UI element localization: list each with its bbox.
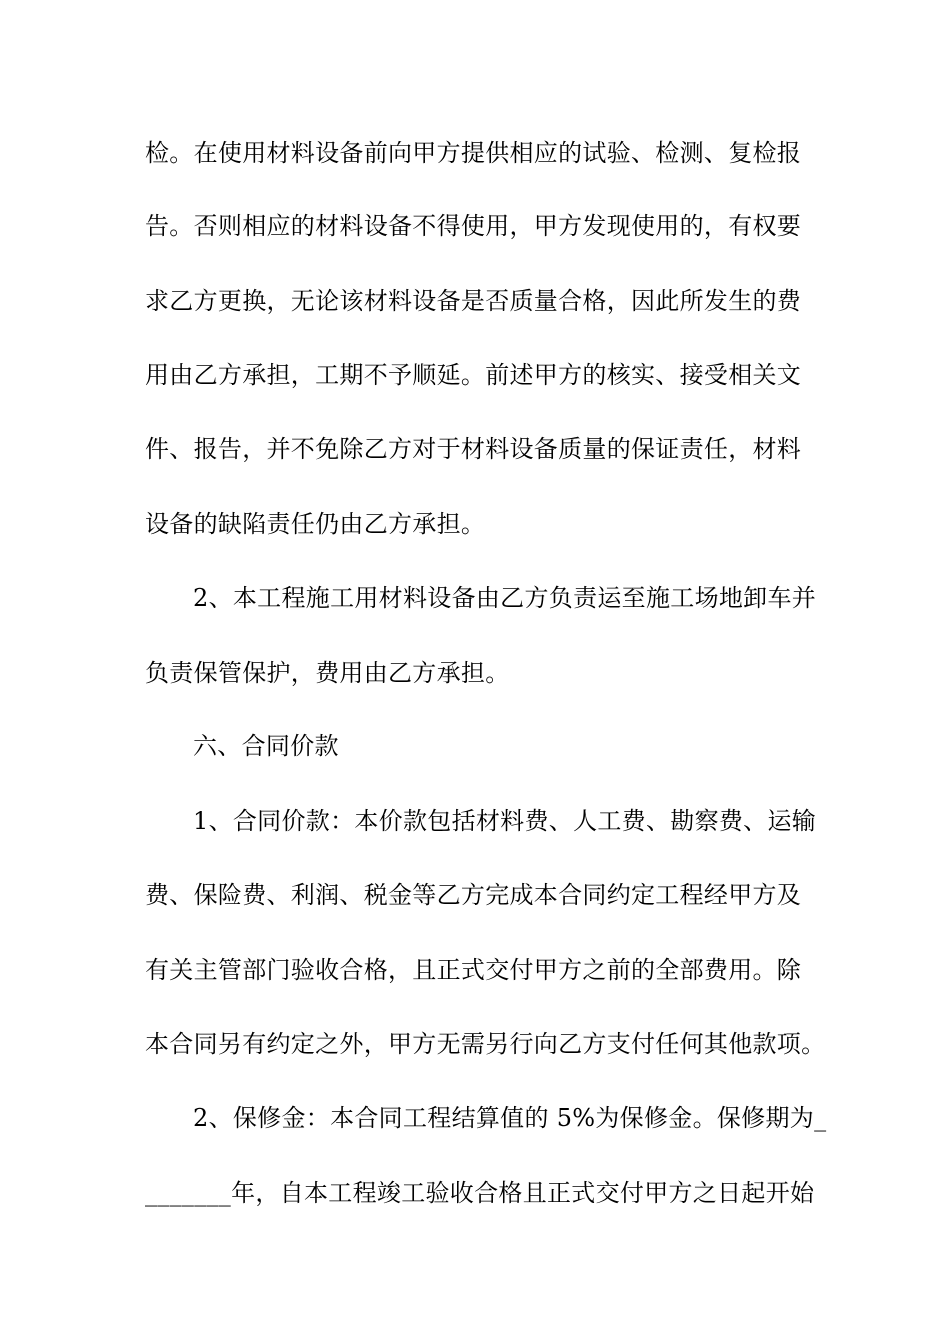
paragraph-line: _______年，自本工程竣工验收合格且正式交付甲方之日起开始	[145, 1179, 815, 1207]
section-heading: 六、合同价款	[193, 732, 339, 760]
paragraph-line: 用由乙方承担，工期不予顺延。前述甲方的核实、接受相关文	[145, 361, 802, 389]
paragraph-line: 检。在使用材料设备前向甲方提供相应的试验、检测、复检报	[145, 139, 802, 167]
paragraph-line: 2、保修金：本合同工程结算值的 5%为保修金。保修期为_	[193, 1104, 827, 1132]
paragraph-line: 费、保险费、利润、税金等乙方完成本合同约定工程经甲方及	[145, 881, 802, 909]
paragraph-line: 设备的缺陷责任仍由乙方承担。	[145, 510, 486, 538]
paragraph-line: 有关主管部门验收合格，且正式交付甲方之前的全部费用。除	[145, 956, 802, 984]
paragraph-line: 2、本工程施工用材料设备由乙方负责运至施工场地卸车并	[193, 584, 817, 612]
paragraph-line: 告。否则相应的材料设备不得使用，甲方发现使用的，有权要	[145, 212, 802, 240]
paragraph-line: 负责保管保护，费用由乙方承担。	[145, 659, 510, 687]
paragraph-line: 1、合同价款：本价款包括材料费、人工费、勘察费、运输	[193, 807, 817, 835]
paragraph-line: 件、报告，并不免除乙方对于材料设备质量的保证责任，材料	[145, 435, 802, 463]
paragraph-line: 本合同另有约定之外，甲方无需另行向乙方支付任何其他款项。	[145, 1030, 826, 1058]
paragraph-line: 求乙方更换，无论该材料设备是否质量合格，因此所发生的费	[145, 287, 802, 315]
